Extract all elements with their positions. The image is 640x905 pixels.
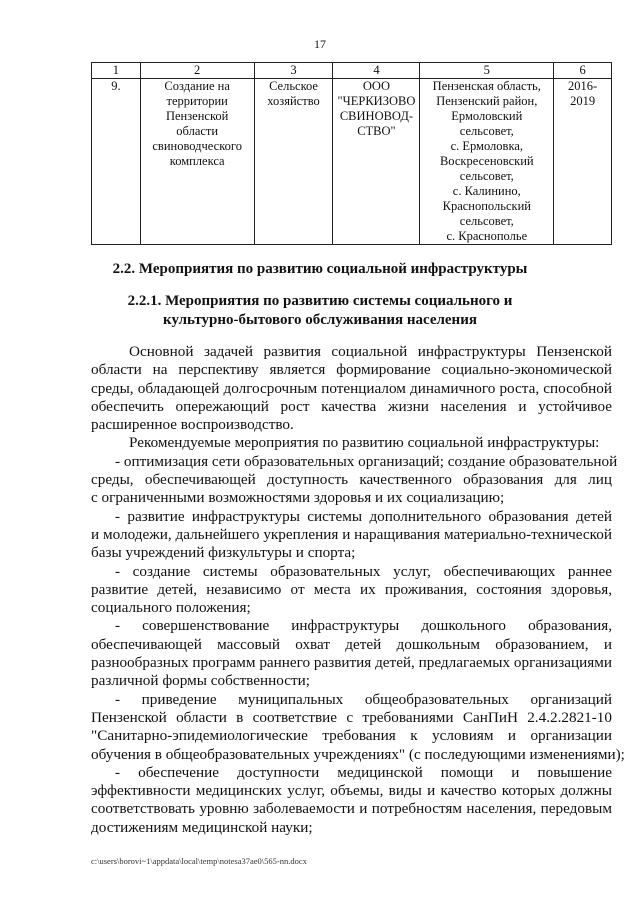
table-header-cell: 3 <box>254 63 333 79</box>
text-line: достижениям медицинской науки; <box>91 818 313 836</box>
text-line: Основной задачей развития социальной инфраструктуры Пензенской <box>129 343 612 360</box>
industry-cell <box>254 79 333 245</box>
table-header-cell: 1 <box>92 63 141 79</box>
page-number: 17 <box>314 37 326 51</box>
text-line: расширенное воспроизводство. <box>91 416 294 434</box>
data-table <box>91 62 612 245</box>
text-line: среды, обладающей долгосрочным потенциалом динамичного роста, способной <box>91 379 612 397</box>
text-line: социального положения; <box>91 599 251 617</box>
cell-line: СВИНОВОД- <box>339 109 414 123</box>
cell-line: Воскресеновский <box>439 154 534 168</box>
text-line: разнообразных программ раннего развития детей, предлагаемых организациями <box>91 654 613 672</box>
cell-line: с. Калинино, <box>452 184 521 198</box>
footer-file-path: c:\users\borovi~1\appdata\local\temp\notesa37ae0\565-nn.docx <box>91 856 307 866</box>
text-line: - создание системы образовательных услуг, обеспечивающих раннее <box>115 562 612 580</box>
text-line: Рекомендуемые мероприятия по развитию социальной инфраструктуры: <box>129 434 600 452</box>
cell-line: комплекса <box>169 154 225 168</box>
project-name-cell <box>140 79 254 245</box>
location-cell <box>420 79 554 245</box>
text-line: среды, обеспечивающей доступность качественного образования для лиц <box>91 471 612 489</box>
text-line: обучения в общеобразовательных учреждениях" (с последующими изменениями); <box>91 745 625 763</box>
text-line: базы учреждений физкультуры и спорта; <box>91 544 356 562</box>
text-line: - обеспечение доступности медицинской помощи и повышение <box>115 763 612 781</box>
text-line: обеспечить опережающий рост качества жизни населения и устойчивое <box>91 397 612 415</box>
cell-line: Пензенская область, <box>432 79 541 93</box>
table-header-cell: 5 <box>420 63 554 79</box>
text-line: Пензенской области в соответствие с требованиями СанПиН 2.4.2.2821-10 <box>91 708 612 726</box>
text-line: развитие детей, независимо от места их проживания, состояния здоровья, <box>91 580 612 598</box>
text-line: соответствовать уровню заболеваемости и потребностям населения, передовым <box>91 800 612 818</box>
body-text <box>91 343 625 837</box>
cell-line: "ЧЕРКИЗОВО <box>337 94 416 108</box>
table-row <box>92 79 612 245</box>
cell-line: с. Краснополье <box>446 229 528 243</box>
table-header-cell: 6 <box>554 63 612 79</box>
text-line: - развитие инфраструктуры системы дополнительного образования детей <box>115 507 612 525</box>
subsection-heading <box>0 292 640 330</box>
text-line: и молодежи, дальнейшего укрепления и наращивания материально-технической <box>91 525 612 543</box>
cell-line: ООО <box>362 79 390 93</box>
table-header-row <box>92 63 612 79</box>
cell-line: сельсовет, <box>459 169 514 183</box>
cell-line: сельсовет, <box>459 124 514 138</box>
text-line: эффективности медицинских услуг, объемы, виды и качество которых должны <box>91 782 612 800</box>
text-line: различной формы собственности; <box>91 672 310 690</box>
cell-line: Пензенский район, <box>436 94 538 108</box>
text-line: - приведение муниципальных общеобразовательных организаций <box>115 690 612 708</box>
cell-line: свиноводческого <box>152 139 242 153</box>
cell-line: сельсовет, <box>459 214 514 228</box>
cell-line: СТВО" <box>357 124 396 138</box>
subsection-heading-line: культурно-бытового обслуживания населения <box>163 312 477 328</box>
table-header-cell: 4 <box>333 63 420 79</box>
table-header-cell: 2 <box>140 63 254 79</box>
text-line: - оптимизация сети образовательных организаций; создание образовательной <box>115 452 618 470</box>
section-heading: 2.2. Мероприятия по развитию социальной инфраструктуры <box>112 261 528 277</box>
cell-line: территории <box>166 94 228 108</box>
text-line: - совершенствование инфраструктуры дошкольного образования, <box>115 617 612 635</box>
cell-line: области <box>176 124 219 138</box>
cell-line: с. Ермоловка, <box>450 139 523 153</box>
row-number-cell: 9. <box>92 79 141 245</box>
organization-cell <box>333 79 420 245</box>
cell-line: Сельское <box>269 79 318 93</box>
cell-line: хозяйство <box>267 94 320 108</box>
subsection-heading-line: 2.2.1. Мероприятия по развитию системы социального и <box>127 293 513 309</box>
period-cell: 2016-2019 <box>554 79 612 245</box>
cell-line: Создание на <box>164 79 230 93</box>
text-line: с ограниченными возможностями здоровья и их социализацию; <box>91 489 505 507</box>
text-line: обеспечивающей массовый охват детей дошкольным образованием, и <box>91 635 612 653</box>
cell-line: Краснопольский <box>442 199 531 213</box>
cell-line: Пензенской <box>165 109 229 123</box>
text-line: области на перспективу является формирование социально-экономической <box>91 361 612 379</box>
cell-line: Ермоловский <box>451 109 523 123</box>
text-line: "Санитарно-эпидемиологические требования к условиям и организации <box>91 727 612 745</box>
